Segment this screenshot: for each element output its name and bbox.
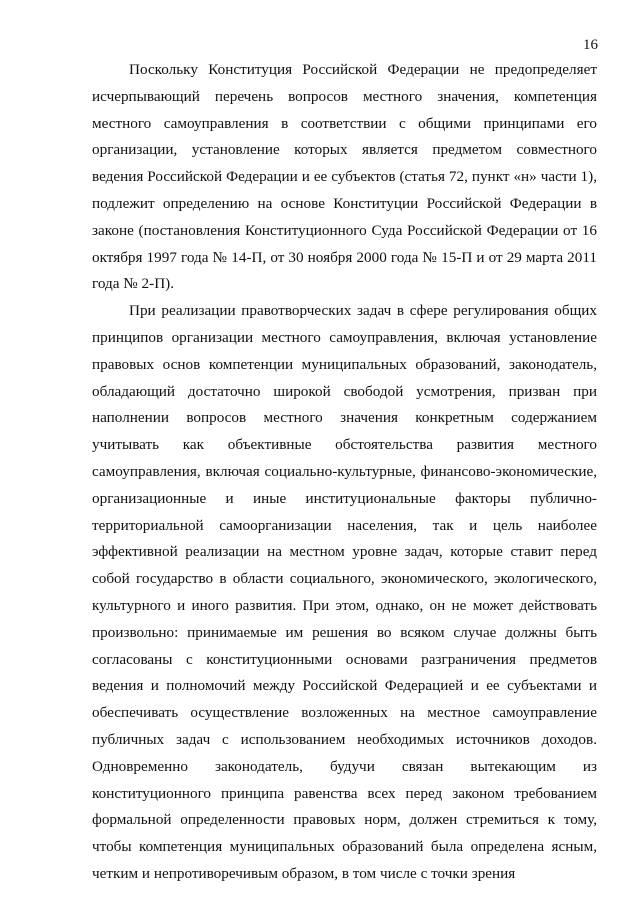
page-number: 16 [583,37,598,53]
paragraph-2: При реализации правотворческих задач в сфере регулирования общих принципов организации местного самоуправления, включая установление правовых основ компетенции муниципальных образований, законодатель, обладающий достаточно широкой свободой усмотрения, призван при наполнении вопросов местного значения конкретным содержанием учитывать как объективные обстоятельства развития местного самоуправления, включая социально-культурные, финансово-экономические, организационные и иные институциональные факторы публично-территориальной самоорганизации населения, так и цель наиболее эффективной реализации на местном уровне задач, которые ставит перед собой государство в области социального, экономического, экологического, культурного и иного развития. При этом, однако, он не может действовать произвольно: принимаемые им решения во всяком случае должны быть согласованы с конституционными основами разграничения предметов ведения и полномочий между Российской Федерацией и ее субъектами и обеспечивать осуществление возложенных на местное самоуправление публичных задач с использованием необходимых источников доходов. Одновременно законодатель, будучи связан вытекающим из конституционного принципа равенства всех перед законом требованием формальной определенности правовых норм, должен стремиться к тому, чтобы компетенция муниципальных образований была определена ясным, четким и непротиворечивым образом, в том числе с точки зрения [92,302,597,882]
paragraph-1: Поскольку Конституция Российской Федерации не предопределяет исчерпывающий перечень вопросов местного значения, компетенция местного самоуправления в соответствии с общими принципами его организации, установление которых является предметом совместного ведения Российской Федерации и ее субъектов (статья 72, пункт «н» части 1), подлежит определению на основе Конституции Российской Федерации в законе (постановления Конституционного Суда Российской Федерации от 16 октября 1997 года № 14-П, от 30 ноября 2000 года № 15-П и от 29 марта 2011 года № 2-П). [92,61,597,293]
document-body [92,57,597,888]
